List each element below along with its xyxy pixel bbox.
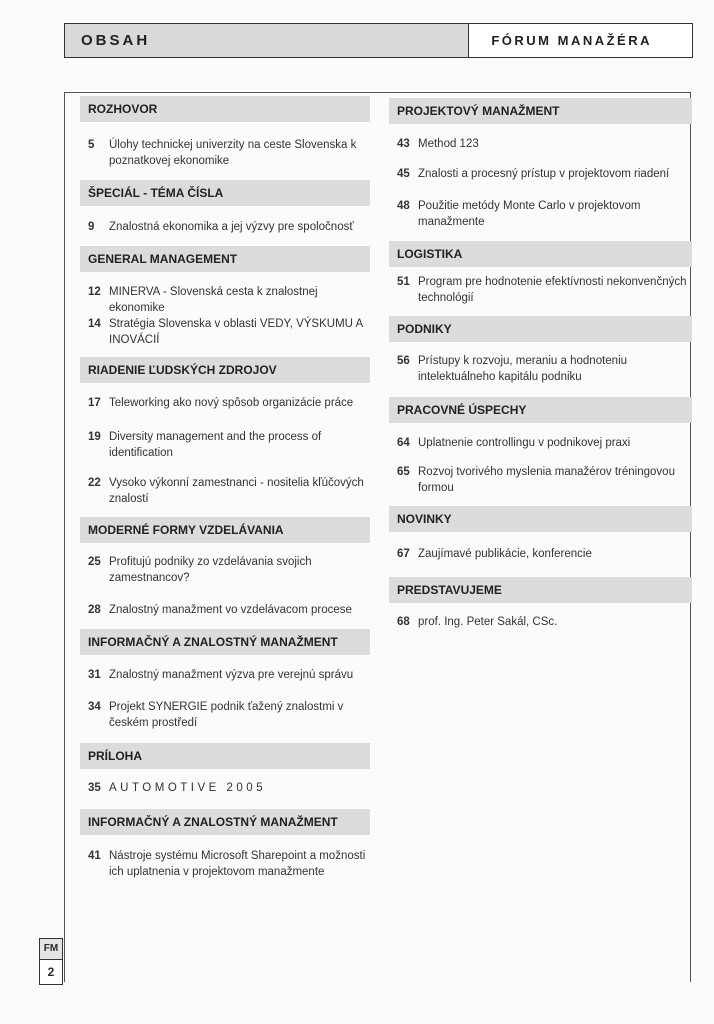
section-heading: ROZHOVOR: [80, 96, 370, 122]
page-number-label: 2: [47, 965, 55, 979]
toc-item[interactable]: [88, 316, 366, 348]
item-title: Teleworking ako nový spôsob organizácie práce: [109, 397, 354, 409]
section-work-success: [389, 397, 692, 423]
page-number: 17: [88, 397, 101, 409]
section-general-management: [80, 246, 370, 272]
magazine-abbrev: FM: [40, 939, 62, 960]
toc-item[interactable]: [88, 219, 366, 235]
toc-item[interactable]: [88, 475, 366, 507]
item-title: Uplatnenie controllingu v podnikovej praxi: [418, 437, 631, 449]
item-title: Projekt SYNERGIE podnik ťažený znalostmi v českém prostředí: [109, 701, 344, 729]
section-appendix: [80, 743, 370, 769]
item-title: prof. Ing. Peter Sakál, CSc.: [418, 616, 558, 628]
item-title: AUTOMOTIVE 2005: [109, 782, 267, 794]
item-title: Stratégia Slovenska v oblasti VEDY, VÝSKUMU A INOVÁCIÍ: [109, 318, 363, 346]
toc-item[interactable]: [88, 429, 366, 461]
item-title: Znalostný manažment vo vzdelávacom procese: [109, 604, 352, 616]
section-heading: NOVINKY: [389, 506, 692, 532]
section-heading: PROJEKTOVÝ MANAŽMENT: [389, 98, 692, 124]
page-number: 43: [397, 138, 410, 150]
section-introducing: [389, 577, 692, 603]
section-heading: ŠPECIÁL - TÉMA ČÍSLA: [80, 180, 370, 206]
toc-item[interactable]: [88, 780, 366, 796]
section-rozhovor: [80, 96, 370, 122]
toc-item[interactable]: [88, 699, 366, 731]
item-title: MINERVA - Slovenská cesta k znalostnej ekonomike: [109, 286, 318, 314]
page-number: 67: [397, 548, 410, 560]
page-number: 65: [397, 466, 410, 478]
page-number: 31: [88, 669, 101, 681]
page-number: 19: [88, 431, 101, 443]
page-number: 34: [88, 701, 101, 713]
page-number: 25: [88, 556, 101, 568]
page-number: 45: [397, 168, 410, 180]
section-companies: [389, 316, 692, 342]
toc-item[interactable]: [397, 198, 688, 230]
section-heading: PREDSTAVUJEME: [389, 577, 692, 603]
page-number: 22: [88, 477, 101, 489]
toc-item[interactable]: [397, 546, 688, 562]
page-number: 14: [88, 318, 101, 330]
page-number-box: [39, 938, 63, 985]
page-number: 48: [397, 200, 410, 212]
item-title: Diversity management and the process of identification: [109, 431, 322, 459]
page-number: 12: [88, 286, 101, 298]
section-heading: PODNIKY: [389, 316, 692, 342]
contents-title: OBSAH: [65, 24, 469, 57]
page-number: 5: [88, 139, 95, 151]
section-project-management: [389, 98, 692, 124]
item-title: Nástroje systému Microsoft Sharepoint a možnosti ich uplatnenia v projektovom manažmente: [109, 850, 366, 878]
section-modern-education: [80, 517, 370, 543]
section-heading: PRÍLOHA: [80, 743, 370, 769]
item-title: Rozvoj tvorivého myslenia manažérov tréningovou formou: [418, 466, 675, 494]
item-title: Úlohy technickej univerzity na ceste Slovenska k poznatkovej ekonomike: [109, 139, 357, 167]
section-heading: INFORMAČNÝ A ZNALOSTNÝ MANAŽMENT: [80, 629, 370, 655]
toc-item[interactable]: [88, 137, 366, 169]
page-number: 68: [397, 616, 410, 628]
toc-item[interactable]: [397, 435, 688, 451]
toc-item[interactable]: [397, 614, 688, 630]
section-human-resources: [80, 357, 370, 383]
section-heading: RIADENIE ĽUDSKÝCH ZDROJOV: [80, 357, 370, 383]
magazine-title: FÓRUM MANAŽÉRA: [491, 33, 652, 48]
section-heading: INFORMAČNÝ A ZNALOSTNÝ MANAŽMENT: [80, 809, 370, 835]
item-title: Vysoko výkonní zamestnanci - nositelia kľúčových znalostí: [109, 477, 364, 505]
page-number: 9: [88, 221, 95, 233]
section-heading: LOGISTIKA: [389, 241, 692, 267]
item-title: Zaujímavé publikácie, konferencie: [418, 548, 592, 560]
page-number: 35: [88, 782, 101, 794]
toc-item[interactable]: [397, 353, 688, 385]
item-title: Program pre hodnotenie efektívnosti nekonvenčných technológií: [418, 276, 687, 304]
page-number: 64: [397, 437, 410, 449]
section-heading: GENERAL MANAGEMENT: [80, 246, 370, 272]
page-number: 28: [88, 604, 101, 616]
toc-item[interactable]: [88, 602, 366, 618]
header-bar: [64, 23, 693, 58]
toc-item[interactable]: [88, 284, 366, 316]
item-title: Znalosti a procesný prístup v projektovom riadení: [418, 168, 670, 180]
section-news: [389, 506, 692, 532]
section-special: [80, 180, 370, 206]
item-title: Profitujú podniky zo vzdelávania svojich zamestnancov?: [109, 556, 312, 584]
section-heading: PRACOVNÉ ÚSPECHY: [389, 397, 692, 423]
item-title: Method 123: [418, 138, 479, 150]
section-information-knowledge: [80, 629, 370, 655]
toc-item[interactable]: [88, 395, 366, 411]
section-information-knowledge-2: [80, 809, 370, 835]
page-number: 41: [88, 850, 101, 862]
toc-item[interactable]: [88, 667, 366, 683]
section-logistics: [389, 241, 692, 267]
toc-item[interactable]: [88, 554, 366, 586]
toc-item[interactable]: [397, 166, 688, 182]
toc-item[interactable]: [397, 464, 688, 496]
section-heading: MODERNÉ FORMY VZDELÁVANIA: [80, 517, 370, 543]
toc-item[interactable]: [397, 136, 688, 152]
toc-item[interactable]: [88, 848, 366, 880]
page-number: 56: [397, 355, 410, 367]
item-title: Prístupy k rozvoju, meraniu a hodnoteniu intelektuálneho kapitálu podniku: [418, 355, 628, 383]
item-title: Znalostný manažment výzva pre verejnú správu: [109, 669, 354, 681]
toc-item[interactable]: [397, 274, 688, 306]
page-number: 51: [397, 276, 410, 288]
item-title: Použitie metódy Monte Carlo v projektovom manažmente: [418, 200, 641, 228]
item-title: Znalostná ekonomika a jej výzvy pre spoločnosť: [109, 221, 354, 233]
